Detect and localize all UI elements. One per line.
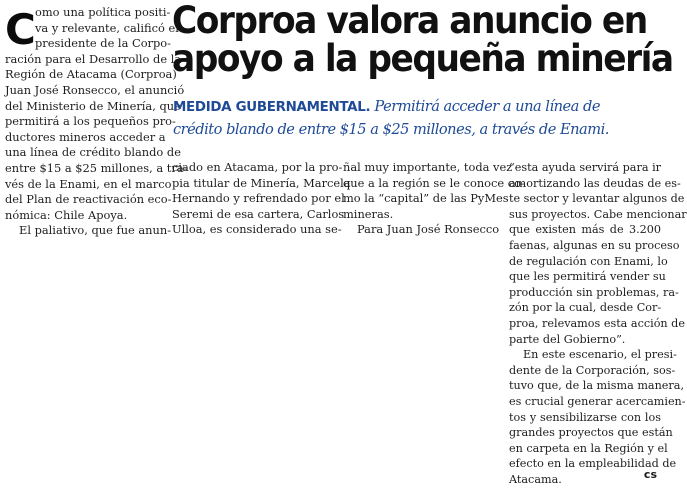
text-line: mo la “capital” de las PyMes [343, 191, 509, 206]
text-line: Hernando y refrendado por el [172, 191, 345, 206]
article-column-3 [343, 160, 525, 238]
text-line: una línea de crédito blando de [5, 145, 181, 160]
paragraph [343, 160, 525, 222]
end-mark: cs [643, 468, 657, 481]
article-column-2 [172, 160, 351, 238]
text-line: El paliativo, que fue anun- [19, 223, 172, 238]
text-line: En este escenario, el presi- [523, 348, 677, 362]
text-line: presidente de la Corpo- [35, 36, 171, 51]
text-line: parte del Gobierno”. [509, 332, 626, 346]
text-line: efecto en la empleabilidad de [509, 457, 677, 471]
article-column-4 [509, 160, 687, 487]
text-line: va y relevante, calificó el [35, 20, 179, 35]
quote-paragraph [509, 160, 687, 347]
text-line: sus proyectos. Cabe mencionar [509, 207, 687, 221]
text-line: ciado en Atacama, por la pro- [172, 160, 343, 174]
paragraph [509, 347, 686, 487]
text-line: entre $15 a $25 millones, a tra- [5, 160, 188, 175]
text-line: ductores mineros acceder a [5, 129, 166, 144]
text-line: mineras. [343, 206, 394, 221]
text-line: “esta ayuda servirá para ir [509, 161, 661, 174]
article-column-1 [5, 5, 188, 239]
text-line: te sector y levantar algunos de [509, 192, 685, 206]
text-line: tos y sensibilizarse con los [509, 410, 661, 424]
byline-paragraph [343, 222, 504, 238]
text-line: del Ministerio de Minería, que [5, 98, 181, 113]
text-line: Juan José Ronsecco, el anunció [5, 82, 185, 97]
text-line: omo una política positi- [35, 5, 171, 19]
text-line: producción sin problemas, ra- [509, 285, 679, 299]
text-line: tuvo que, de la misma manera, [509, 379, 684, 393]
text-line: de regulación con Enami, lo [509, 254, 668, 268]
headline-line-1: Corproa valora anuncio en [172, 0, 647, 42]
text-line: permitirá a los pequeños pro- [5, 114, 176, 129]
text-line: Atacama. [509, 472, 562, 486]
text-line: ración para el Desarrollo de la [5, 51, 182, 66]
text-line: que les permitirá vender su [509, 270, 666, 284]
text-line: Ulloa, es considerado una se- [172, 222, 342, 237]
text-line: nómica: Chile Apoya. [5, 207, 128, 222]
text-line: es crucial generar acercamien- [509, 394, 686, 408]
drop-cap: C [5, 5, 36, 54]
text-line: pia titular de Minería, Marcela [172, 175, 351, 190]
text-line: en carpeta en la Región y el [509, 441, 668, 455]
text-line: amortizando las deudas de es- [509, 176, 681, 190]
headline-line-2: apoyo a la pequeña minería [172, 37, 673, 80]
text-line: dente de la Corporación, sos- [509, 363, 676, 377]
text-line: Región de Atacama (Corproa) [5, 67, 177, 82]
text-line: que a la región se le conoce co- [343, 175, 525, 190]
text-line: zón por la cual, desde Cor- [509, 301, 662, 315]
byline: Para Juan José Ronsecco [357, 222, 500, 237]
subheadline [173, 96, 659, 141]
text-line: faenas, algunas en su proceso [509, 238, 680, 252]
subheadline-text: Permitirá acceder a una línea de [370, 98, 600, 115]
text-line: ñal muy importante, toda vez [343, 160, 513, 174]
text-line: grandes proyectos que están [509, 426, 673, 440]
subheadline-line-1 [173, 96, 659, 119]
text-line: Seremi de esa cartera, Carlos [172, 206, 345, 221]
subheadline-line-2: crédito blando de entre $15 a $25 millones, a través de Enami. [173, 121, 609, 138]
kicker: MEDIDA GUBERNAMENTAL. [173, 100, 371, 115]
text-line: proa, relevamos esta acción de [509, 316, 685, 330]
text-line: del Plan de reactivación eco- [5, 192, 172, 207]
headline [172, 0, 673, 80]
text-line: que existen más de 3.200 [509, 223, 661, 237]
paragraph [172, 160, 351, 238]
text-line: vés de la Enami, en el marco [5, 176, 172, 191]
paragraph [5, 223, 172, 239]
